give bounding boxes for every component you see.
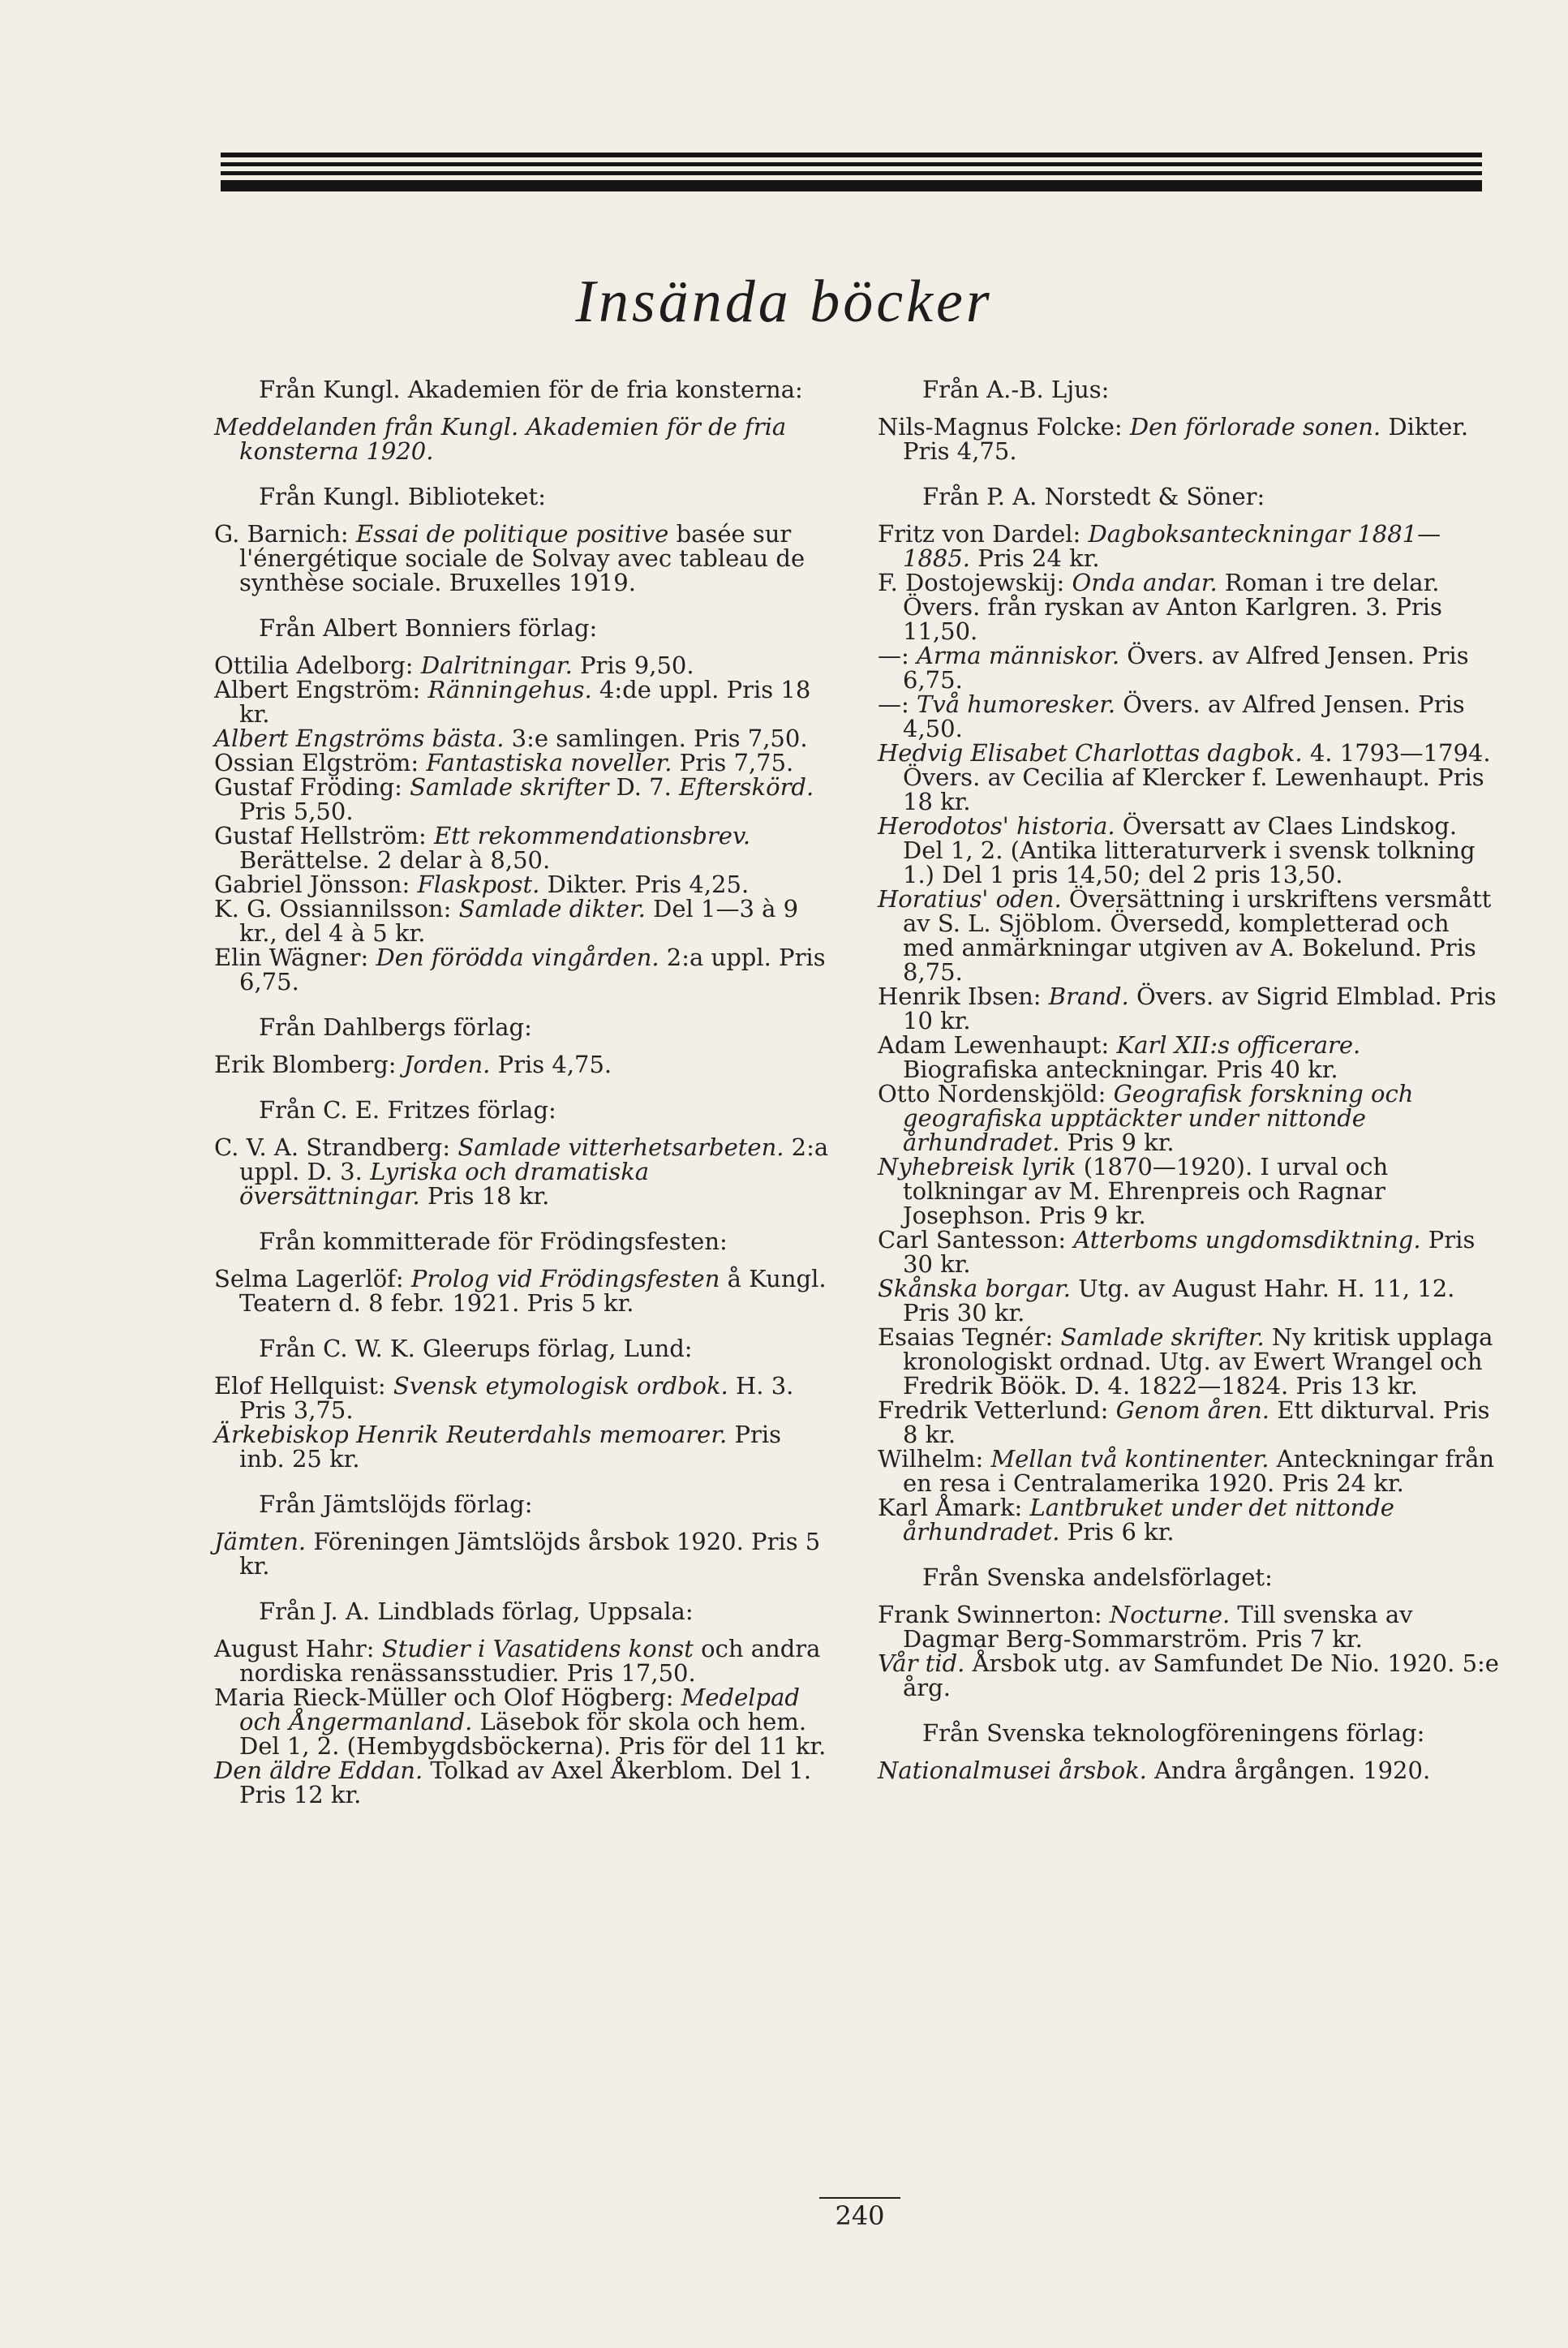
- publisher-heading: Från Kungl. Biblioteket:: [259, 483, 546, 510]
- book-entry: Erik Blomberg: Jorden. Pris 4,75.: [214, 1051, 612, 1078]
- book-entry: Jämten. Föreningen Jämtslöjds årsbok 1920. Pris 5 kr.: [214, 1528, 821, 1580]
- book-entry: —: Två humoresker. Övers. av Alfred Jensen. Pris 4,50.: [878, 690, 1465, 742]
- book-entry: Den äldre Eddan. Tolkad av Axel Åkerblom. Del 1. Pris 12 kr.: [214, 1757, 812, 1808]
- left-column: [214, 377, 831, 1807]
- book-entry: Elof Hellquist: Svensk etymologisk ordbok. H. 3. Pris 3,75.: [214, 1372, 794, 1424]
- book-entry: Vår tid. Årsbok utg. av Samfundet De Nio. 1920. 5:e årg.: [878, 1649, 1499, 1701]
- book-entry: G. Barnich: Essai de politique positive basée sur l'énergétique sociale de Solvay avec tableau de synthèse sociale. Bruxelles 1919.: [214, 520, 805, 596]
- book-entry: Wilhelm: Mellan två kontinenter. Anteckningar från en resa i Centralamerika 1920. Pris 24 kr.: [878, 1445, 1495, 1497]
- book-entry: Ottilia Adelborg: Dalritningar. Pris 9,50.: [214, 652, 694, 679]
- publisher-heading: Från A.-B. Ljus:: [922, 376, 1110, 403]
- book-entry: August Hahr: Studier i Vasatidens konst och andra nordiska renässansstudier. Pris 17,50.: [214, 1635, 821, 1687]
- book-entry: Nationalmusei årsbok. Andra årgången. 1920.: [878, 1757, 1431, 1784]
- page-number: 240: [819, 2197, 900, 2231]
- header-rule: [221, 162, 1482, 166]
- book-entry: Henrik Ibsen: Brand. Övers. av Sigrid Elmblad. Pris 10 kr.: [878, 983, 1497, 1034]
- publisher-heading: Från Svenska andelsförlaget:: [922, 1563, 1273, 1591]
- page-title: Insända böcker: [575, 269, 993, 335]
- book-entry: K. G. Ossiannilsson: Samlade dikter. Del 1—3 à 9 kr., del 4 à 5 kr.: [214, 895, 799, 947]
- book-entry: Nils-Magnus Folcke: Den förlorade sonen. Dikter. Pris 4,75.: [878, 413, 1469, 465]
- publisher-heading: Från kommitterade för Frödingsfesten:: [259, 1228, 728, 1255]
- book-entry: F. Dostojewskij: Onda andar. Roman i tre delar. Övers. från ryskan av Anton Karlgren. 3. Pris 11,50.: [878, 569, 1442, 645]
- publisher-heading: Från C. W. K. Gleerups förlag, Lund:: [259, 1335, 693, 1362]
- publisher-heading: Från J. A. Lindblads förlag, Uppsala:: [259, 1598, 694, 1625]
- publisher-heading: Från Kungl. Akademien för de fria konsterna:: [259, 376, 803, 403]
- book-entry: Nyhebreisk lyrik (1870—1920). I urval och tolkningar av M. Ehrenpreis och Ragnar Josephson. Pris 9 kr.: [878, 1153, 1389, 1229]
- publisher-heading: Från Svenska teknologföreningens förlag:: [922, 1719, 1425, 1747]
- publisher-heading: Från Jämtslöjds förlag:: [259, 1490, 533, 1518]
- header-rule: [221, 153, 1482, 157]
- header-rule: [221, 171, 1482, 175]
- book-entry: Albert Engströms bästa. 3:e samlingen. Pris 7,50.: [214, 725, 808, 752]
- book-entry: Horatius' oden. Översättning i urskriftens versmått av S. L. Sjöblom. Översedd, kompletterad och med anmärkningar utgiven av A. Bokelund. Pris 8,75.: [878, 885, 1492, 986]
- header-rule: [221, 180, 1482, 191]
- book-entry: Frank Swinnerton: Nocturne. Till svenska av Dagmar Berg-Sommarström. Pris 7 kr.: [878, 1601, 1413, 1653]
- book-entry: Gustaf Hellström: Ett rekommendationsbrev. Berättelse. 2 delar à 8,50.: [214, 822, 751, 874]
- book-entry: Selma Lagerlöf: Prolog vid Frödingsfesten å Kungl. Teatern d. 8 febr. 1921. Pris 5 kr.: [214, 1265, 827, 1317]
- book-entry: Meddelanden från Kungl. Akademien för de fria konsterna 1920.: [214, 413, 787, 465]
- book-entry: Fritz von Dardel: Dagboksanteckningar 1881—1885. Pris 24 kr.: [878, 520, 1441, 572]
- publisher-heading: Från P. A. Norstedt & Söner:: [922, 483, 1265, 510]
- book-entry: Adam Lewenhaupt: Karl XII:s officerare. Biografiska anteckningar. Pris 40 kr.: [878, 1031, 1361, 1083]
- book-entry: Esaias Tegnér: Samlade skrifter. Ny kritisk upplaga kronologiskt ordnad. Utg. av Ewert Wrangel och Fredrik Böök. D. 4. 1822—1824. Pris 13 kr.: [878, 1323, 1493, 1400]
- book-entry: Gabriel Jönsson: Flaskpost. Dikter. Pris 4,25.: [214, 871, 750, 898]
- publisher-heading: Från Dahlbergs förlag:: [259, 1013, 532, 1041]
- book-entry: Elin Wägner: Den förödda vingården. 2:a uppl. Pris 6,75.: [214, 944, 826, 996]
- book-entry: Fredrik Vetterlund: Genom åren. Ett dikturval. Pris 8 kr.: [878, 1396, 1490, 1448]
- right-column: [878, 377, 1502, 1783]
- book-entry: Karl Åmark: Lantbruket under det nittonde århundradet. Pris 6 kr.: [878, 1494, 1394, 1546]
- book-entry: Albert Engström: Ränningehus. 4:de uppl. Pris 18 kr.: [214, 676, 811, 728]
- book-entry: Otto Nordenskjöld: Geografisk forskning och geografiska upptäckter under nittonde århundradet. Pris 9 kr.: [878, 1080, 1414, 1156]
- book-entry: Gustaf Fröding: Samlade skrifter D. 7. Efterskörd. Pris 5,50.: [214, 773, 814, 825]
- book-entry: Hedvig Elisabet Charlottas dagbok. 4. 1793—1794. Övers. av Cecilia af Klercker f. Lewenhaupt. Pris 18 kr.: [878, 739, 1491, 815]
- book-entry: Maria Rieck-Müller och Olof Högberg: Medelpad och Ångermanland. Läsebok för skola och hem. Del 1, 2. (Hembygdsböckerna). Pris för del 11 kr.: [214, 1684, 827, 1760]
- book-entry: Herodotos' historia. Översatt av Claes Lindskog. Del 1, 2. (Antika litteraturverk i svensk tolkning 1.) Del 1 pris 14,50; del 2 pris 13,50.: [878, 812, 1476, 888]
- book-entry: Skånska borgar. Utg. av August Hahr. H. 11, 12. Pris 30 kr.: [878, 1275, 1455, 1327]
- publisher-heading: Från Albert Bonniers förlag:: [259, 614, 598, 642]
- book-entry: Ossian Elgström: Fantastiska noveller. Pris 7,75.: [214, 749, 794, 776]
- header-rules: [221, 153, 1482, 196]
- book-entry: Ärkebiskop Henrik Reuterdahls memoarer. Pris inb. 25 kr.: [214, 1421, 781, 1473]
- book-entry: C. V. A. Strandberg: Samlade vitterhetsarbeten. 2:a uppl. D. 3. Lyriska och dramatiska översättningar. Pris 18 kr.: [214, 1133, 829, 1210]
- book-entry: Carl Santesson: Atterboms ungdomsdiktning. Pris 30 kr.: [878, 1226, 1476, 1278]
- publisher-heading: Från C. E. Fritzes förlag:: [259, 1096, 556, 1124]
- book-entry: —: Arma människor. Övers. av Alfred Jensen. Pris 6,75.: [878, 642, 1469, 694]
